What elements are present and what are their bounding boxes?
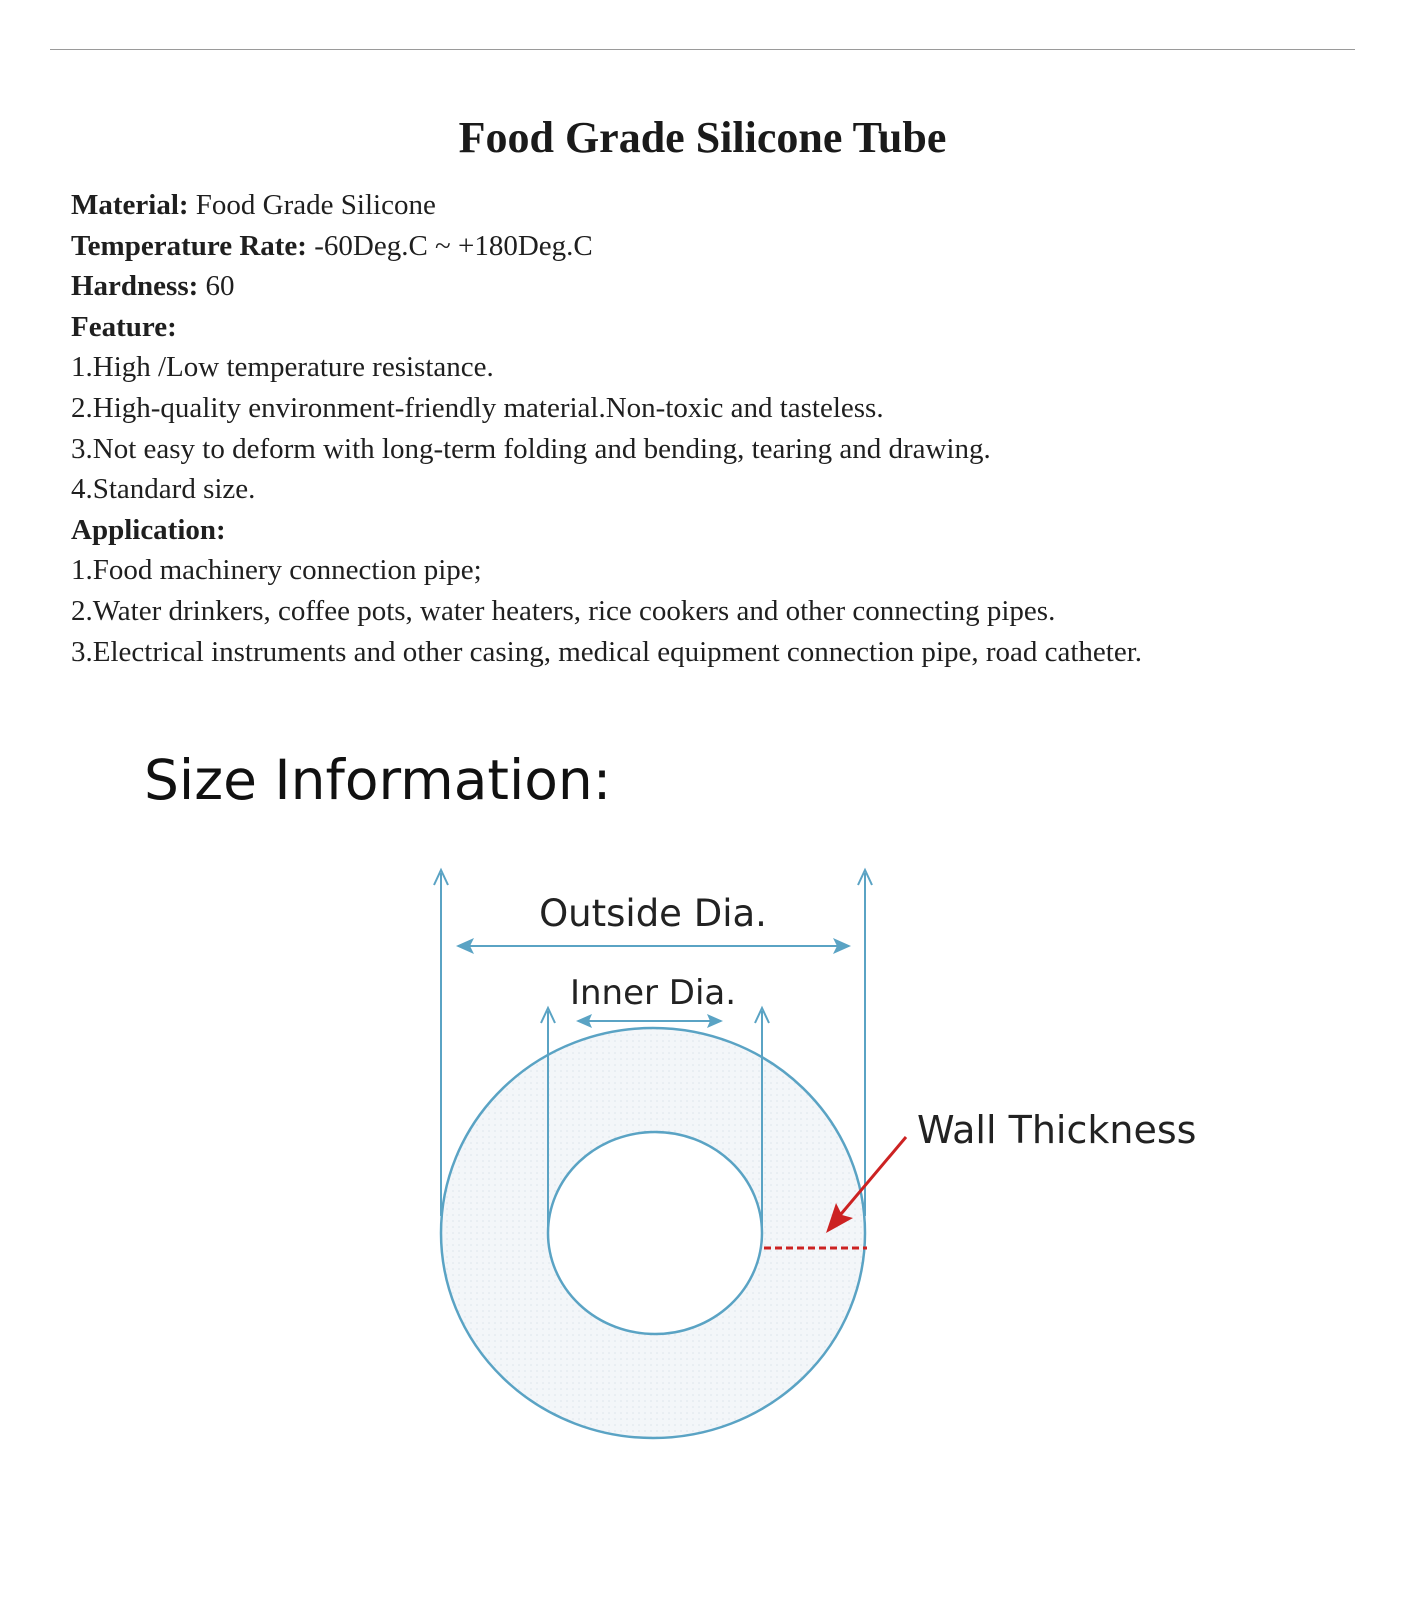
application-item-2: 2.Water drinkers, coffee pots, water heaters, rice cookers and other connecting pipes. (71, 594, 1056, 627)
size-information-heading: Size Information: (144, 748, 612, 812)
feature-item-1: 1.High /Low temperature resistance. (71, 351, 494, 384)
feature-item-2: 2.High-quality environment-friendly material.Non-toxic and tasteless. (71, 391, 884, 424)
feature-item-3: 3.Not easy to deform with long-term folding and bending, tearing and drawing. (71, 432, 991, 465)
inner-circle (548, 1132, 762, 1334)
hardness-value: 60 (198, 270, 235, 303)
feature-item-4: 4.Standard size. (71, 473, 256, 506)
temperature-label: Temperature Rate: (71, 229, 307, 262)
page-title: Food Grade Silicone Tube (458, 113, 947, 162)
application-item-1: 1.Food machinery connection pipe; (71, 554, 482, 587)
material-label: Material: (71, 189, 189, 221)
material-value: Food Grade Silicone (188, 189, 436, 221)
hardness-label: Hardness: (71, 270, 199, 303)
wall-thickness-label: Wall Thickness (917, 1108, 1197, 1152)
inner-dia-label: Inner Dia. (569, 973, 737, 1013)
outside-dia-label: Outside Dia. (539, 892, 767, 935)
application-item-3: 3.Electrical instruments and other casing, medical equipment connection pipe, road catheter. (71, 635, 1143, 668)
feature-heading: Feature: (71, 310, 177, 343)
application-heading: Application: (71, 513, 226, 546)
temperature-value: -60Deg.C ~ +180Deg.C (306, 229, 593, 262)
